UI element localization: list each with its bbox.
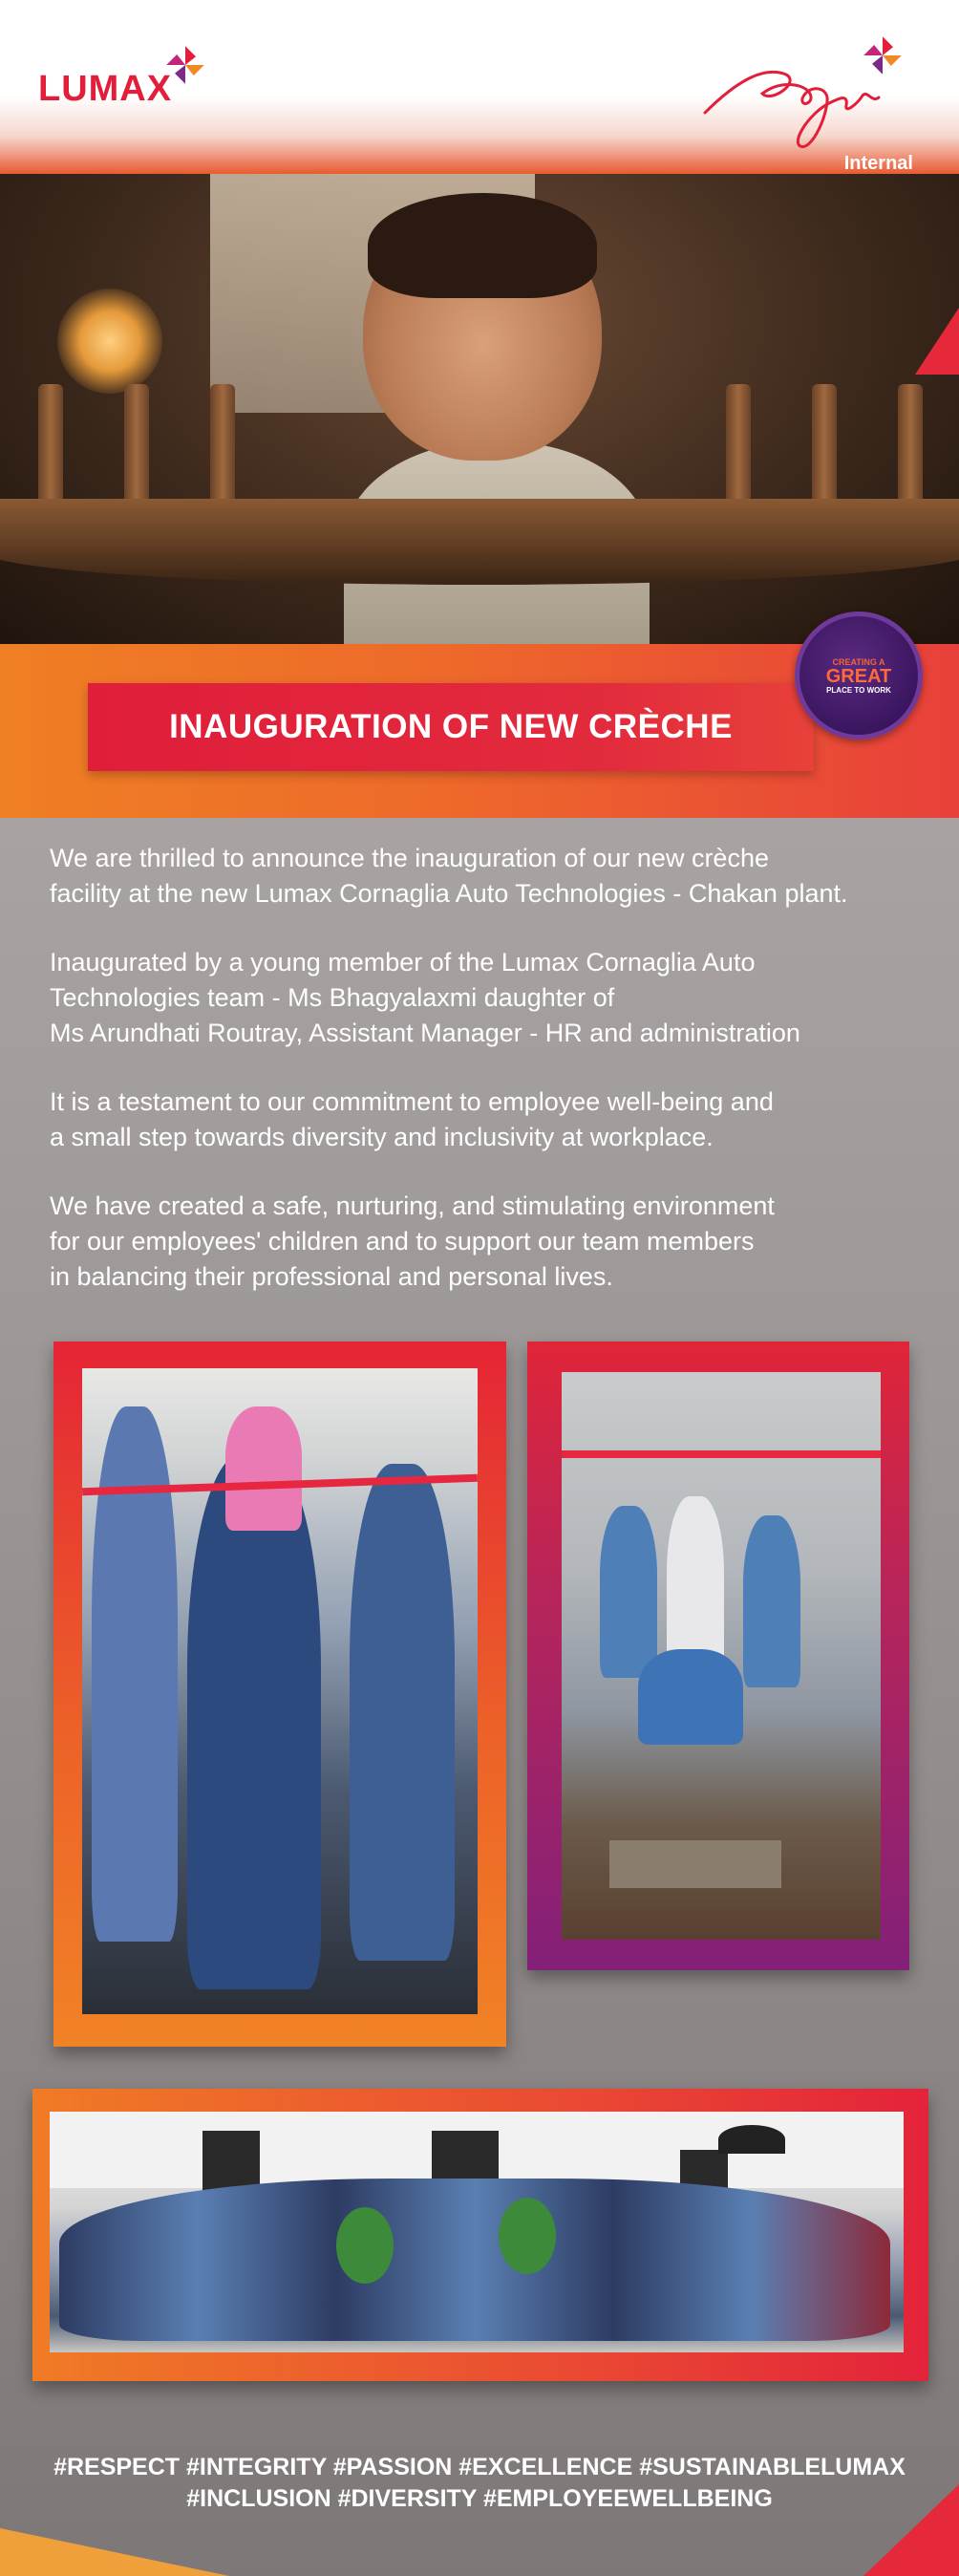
badge-line-3: PLACE TO WORK [826, 685, 891, 695]
doormat [609, 1840, 781, 1888]
lumax-logo: LUMAX [38, 69, 173, 109]
hero-photo-baby-in-crib [0, 174, 959, 644]
pinwheel-icon [862, 34, 904, 76]
announcement-text [50, 841, 938, 1328]
photo-ribbon-cutting [82, 1368, 478, 2014]
decorative-corner-right [863, 2484, 959, 2576]
ribbon [562, 1450, 881, 1458]
decorative-corner-left [0, 2528, 229, 2576]
photo-team-group [50, 2112, 904, 2352]
person [350, 1464, 455, 1961]
paragraph-environment: We have created a safe, nurturing, and stimulating environment for our employees' children and to support our team members in balancing their professional and personal lives. [50, 1191, 775, 1291]
hashtags-line-2: #INCLUSION #DIVERSITY #EMPLOYEEWELLBEING [186, 2485, 773, 2512]
decorative-triangle [915, 308, 959, 375]
lamp-glow [57, 289, 162, 394]
paragraph-commitment: It is a testament to our commitment to employee well-being and a small step towards diversity and inclusivity at workplace. [50, 1087, 774, 1151]
hashtags-line-1: #RESPECT #INTEGRITY #PASSION #EXCELLENCE #SUSTAINABLELUMAX [53, 2454, 906, 2480]
header [0, 0, 959, 174]
person [187, 1454, 321, 1989]
pinwheel-icon [164, 44, 206, 86]
hashtags [0, 2452, 959, 2515]
team-members [59, 2179, 890, 2341]
internal-label: Internal [843, 153, 913, 174]
plant [336, 2207, 394, 2284]
plant [499, 2198, 556, 2274]
umbrella [718, 2125, 785, 2154]
page-title: INAUGURATION OF NEW CRÈCHE [169, 708, 733, 745]
crib-top-rail [0, 499, 959, 585]
person [743, 1515, 800, 1687]
paragraph-announcement: We are thrilled to announce the inauguration of our new crèche facility at the new Lumax Cornaglia Auto Technologies - Chakan plant. [50, 844, 848, 908]
person [600, 1506, 657, 1678]
great-place-to-work-badge [795, 612, 923, 740]
person-kneeling [638, 1649, 743, 1745]
badge-line-1: CREATING A [832, 656, 885, 667]
title-box [88, 683, 814, 771]
badge-line-2: GREAT [825, 665, 892, 687]
baby-hair [368, 193, 597, 298]
child-in-pink [225, 1406, 302, 1531]
photo-creche-doorway [562, 1372, 881, 1940]
paragraph-inaugurated-by: Inaugurated by a young member of the Lumax Cornaglia Auto Technologies team - Ms Bhagyalaxmi daughter of Ms Arundhati Routray, Assistant Manager - HR and administration [50, 948, 800, 1047]
